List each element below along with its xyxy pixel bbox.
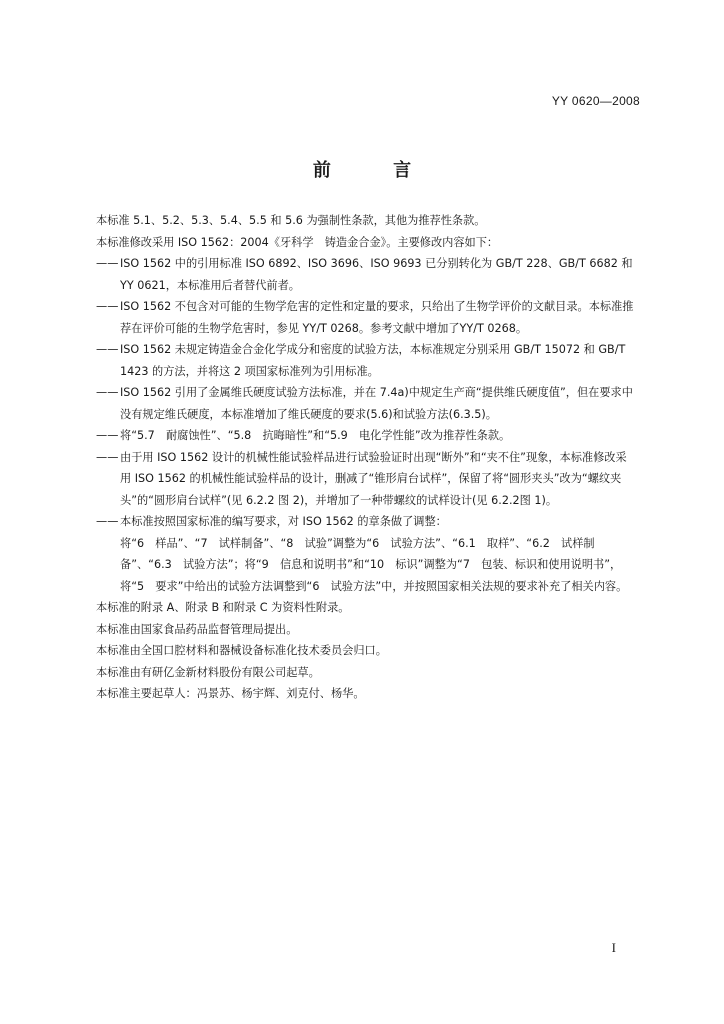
dash-marker: ——	[96, 429, 119, 442]
paragraph-proposer: 本标准由国家食品药品监督管理局提出。	[96, 622, 298, 636]
page-number: I	[611, 940, 616, 955]
dash-marker: ——	[96, 257, 119, 270]
paragraph-annexes: 本标准的附录 A、附录 B 和附录 C 为资料性附录。	[96, 601, 350, 614]
list-item-text: ISO 1562 不包含对可能的生物学危害的定性和定量的要求，只给出了生物学评价的文献目录。本标准推荐在评价可能的生物学危害时，参见 YY/T 0268。参考文献中增加了YY/T 0268。	[120, 300, 634, 335]
page-title: 前 言	[312, 160, 440, 181]
list-item	[96, 382, 636, 425]
foreword-body	[96, 210, 636, 705]
dash-marker: ——	[96, 515, 119, 528]
list-item	[96, 447, 636, 512]
dash-marker: ——	[96, 343, 119, 356]
dash-marker: ——	[96, 450, 119, 464]
list-item	[96, 296, 636, 339]
paragraph-adoption: 本标准修改采用 ISO 1562：2004《牙科学 铸造金合金》。主要修改内容如下：	[96, 235, 499, 249]
list-item-text: ISO 1562 中的引用标准 ISO 6892、ISO 3696、ISO 9693 已分别转化为 GB/T 228、GB/T 6682 和 YY 0621，本标准用后者替代前者。	[120, 257, 633, 292]
paragraph-drafting-org: 本标准由有研亿金新材料股份有限公司起草。	[96, 665, 320, 679]
list-item-text: 由于用 ISO 1562 设计的机械性能试验样品进行试验验证时出现“断外”和“夹不住”现象，本标准修改采用 ISO 1562 的机械性能试验样品的设计，删减了“锥形肩台试样”，保留了将“圆形夹头”改为“螺纹夹头”的“圆形肩台试样”(见 6.2.2 图 2)，并增加了一种带螺纹的试样设计(见 6.2.2图 1)。	[120, 450, 627, 507]
list-item-text: ISO 1562 未规定铸造金合金化学成分和密度的试验方法，本标准规定分别采用 GB/T 15072 和 GB/T 1423 的方法，并将这 2 项国家标准列为引用标准。	[120, 343, 626, 378]
list-item-text: 本标准按照国家标准的编写要求，对 ISO 1562 的章条做了调整：	[120, 515, 447, 528]
paragraph-committee: 本标准由全国口腔材料和器械设备标准化技术委员会归口。	[96, 644, 387, 657]
list-item	[96, 339, 636, 382]
list-item	[96, 253, 636, 296]
list-item-text: ISO 1562 引用了金属维氏硬度试验方法标准，并在 7.4a)中规定生产商“提供维氏硬度值”，但在要求中没有规定维氏硬度，本标准增加了维氏硬度的要求(5.6)和试验方法(6.3.5)。	[120, 386, 633, 421]
adjustment-detail: 将“6 样品”、“7 试样制备”、“8 试验”调整为“6 试验方法”、“6.1 取样”、“6.2 试样制备”、“6.3 试验方法”；将“9 信息和说明书”和“10 标识”调整为“7 包装、标识和使用说明书”，将“5 要求”中给出的试验方法调整到“6 试验方法”中，并按照国家相关法规的要求补充了相关内容。	[120, 536, 628, 593]
standard-code: YY 0620—2008	[551, 94, 640, 108]
list-item-text: 将“5.7 耐腐蚀性”、“5.8 抗晦暗性”和“5.9 电化学性能”改为推荐性条款。	[120, 429, 511, 442]
paragraph-drafters: 本标准主要起草人：冯景苏、杨宇辉、刘克付、杨华。	[96, 687, 365, 700]
list-item	[96, 511, 636, 533]
dash-marker: ——	[96, 386, 119, 399]
paragraph-mandatory-clauses: 本标准 5.1、5.2、5.3、5.4、5.5 和 5.6 为强制性条款，其他为推荐性条款。	[96, 214, 486, 227]
dash-marker: ——	[96, 300, 119, 313]
list-item	[96, 425, 636, 447]
